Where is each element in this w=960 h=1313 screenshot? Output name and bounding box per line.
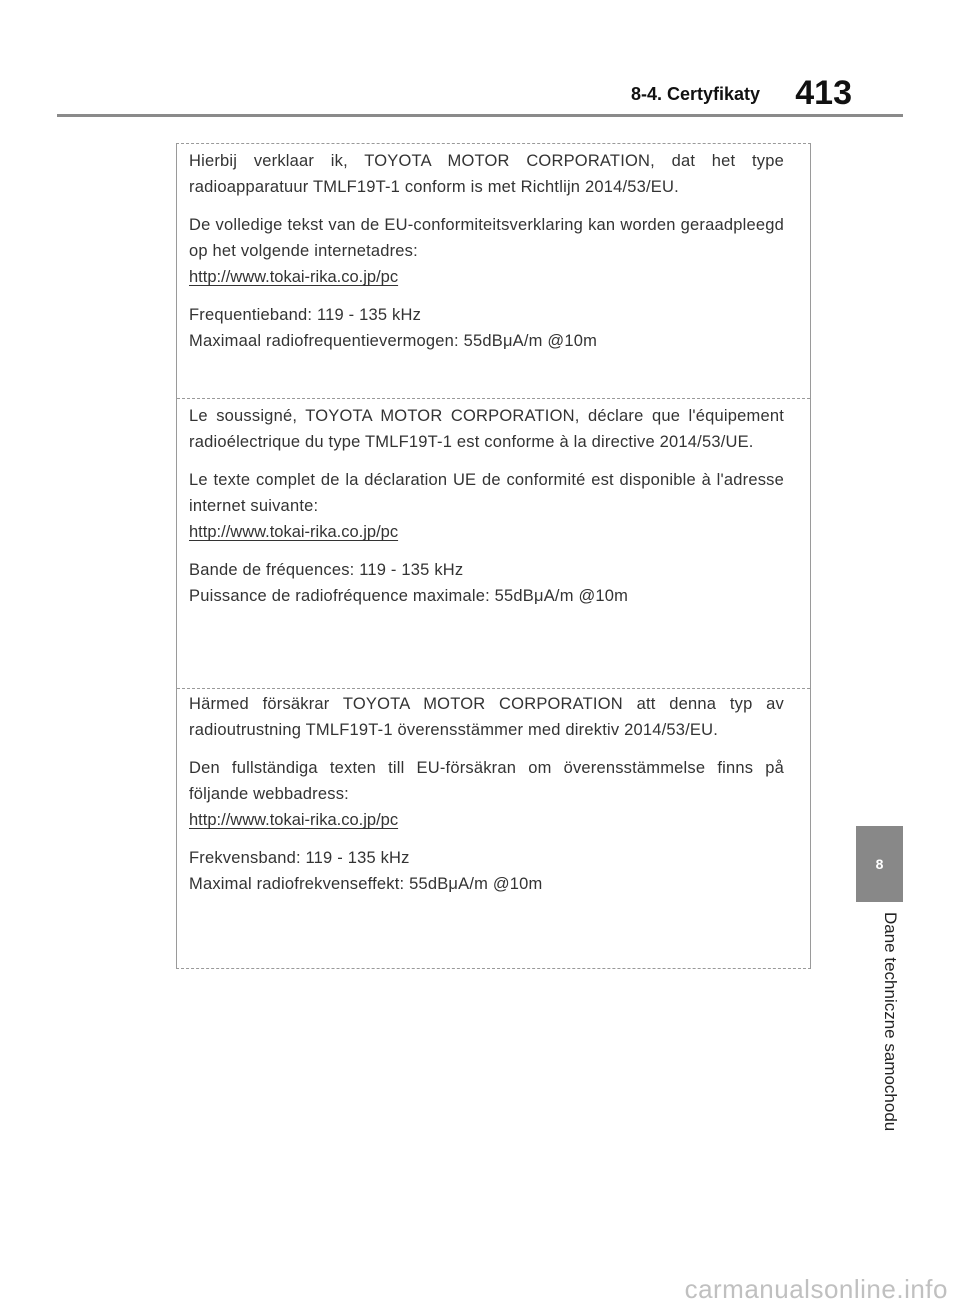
chapter-tab[interactable] xyxy=(856,826,903,902)
max-power-text: Puissance de radiofréquence maximale: 55dBμA/m @10m xyxy=(189,587,629,605)
declaration-availability-text: De volledige tekst van de EU-conformiteitsverklaring kan worden geraadpleegd op het volgende internetadres: xyxy=(189,216,784,260)
page-number: 413 xyxy=(795,74,852,112)
header-divider xyxy=(57,114,903,117)
declaration-text: Härmed försäkrar TOYOTA MOTOR CORPORATION att denna typ av radioutrustning TMLF19T-1 överensstämmer med direktiv 2014/53/EU. xyxy=(189,695,784,739)
watermark: carmanualsonline.info xyxy=(684,1274,948,1304)
declaration-text: Le soussigné, TOYOTA MOTOR CORPORATION, déclare que l'équipement radioélectrique du type TMLF19T-1 est conforme à la directive 2014/53/UE. xyxy=(189,407,784,451)
max-power-text: Maximal radiofrekvenseffekt: 55dBμA/m @10m xyxy=(189,875,543,893)
frequency-band-text: Frekvensband: 119 - 135 kHz xyxy=(189,849,410,867)
max-power-text: Maximaal radiofrequentievermogen: 55dBμA/m @10m xyxy=(189,332,598,350)
declaration-text: Hierbij verklaar ik, TOYOTA MOTOR CORPORATION, dat het type radioapparatuur TMLF19T-1 conform is met Richtlijn 2014/53/EU. xyxy=(189,152,784,196)
certificate-box xyxy=(176,143,811,969)
declaration-link[interactable]: http://www.tokai-rika.co.jp/pc xyxy=(189,268,399,286)
declaration-availability-text: Den fullständiga texten till EU-försäkran om överensstämmelse finns på följande webbadress: xyxy=(189,759,784,803)
declaration-link[interactable]: http://www.tokai-rika.co.jp/pc xyxy=(189,811,399,829)
section-title: 8-4. Certyfikaty xyxy=(630,84,760,104)
certificate-section-swedish xyxy=(177,689,810,968)
frequency-band-text: Bande de fréquences: 119 - 135 kHz xyxy=(189,561,464,579)
declaration-availability-text: Le texte complet de la déclaration UE de conformité est disponible à l'adresse internet suivante: xyxy=(189,471,784,515)
chapter-label: Dane techniczne samochodu xyxy=(881,912,900,1132)
certificate-section-french xyxy=(177,399,810,689)
chapter-number: 8 xyxy=(875,856,884,872)
frequency-band-text: Frequentieband: 119 - 135 kHz xyxy=(189,306,422,324)
certificate-section-dutch xyxy=(177,144,810,399)
declaration-link[interactable]: http://www.tokai-rika.co.jp/pc xyxy=(189,523,399,541)
